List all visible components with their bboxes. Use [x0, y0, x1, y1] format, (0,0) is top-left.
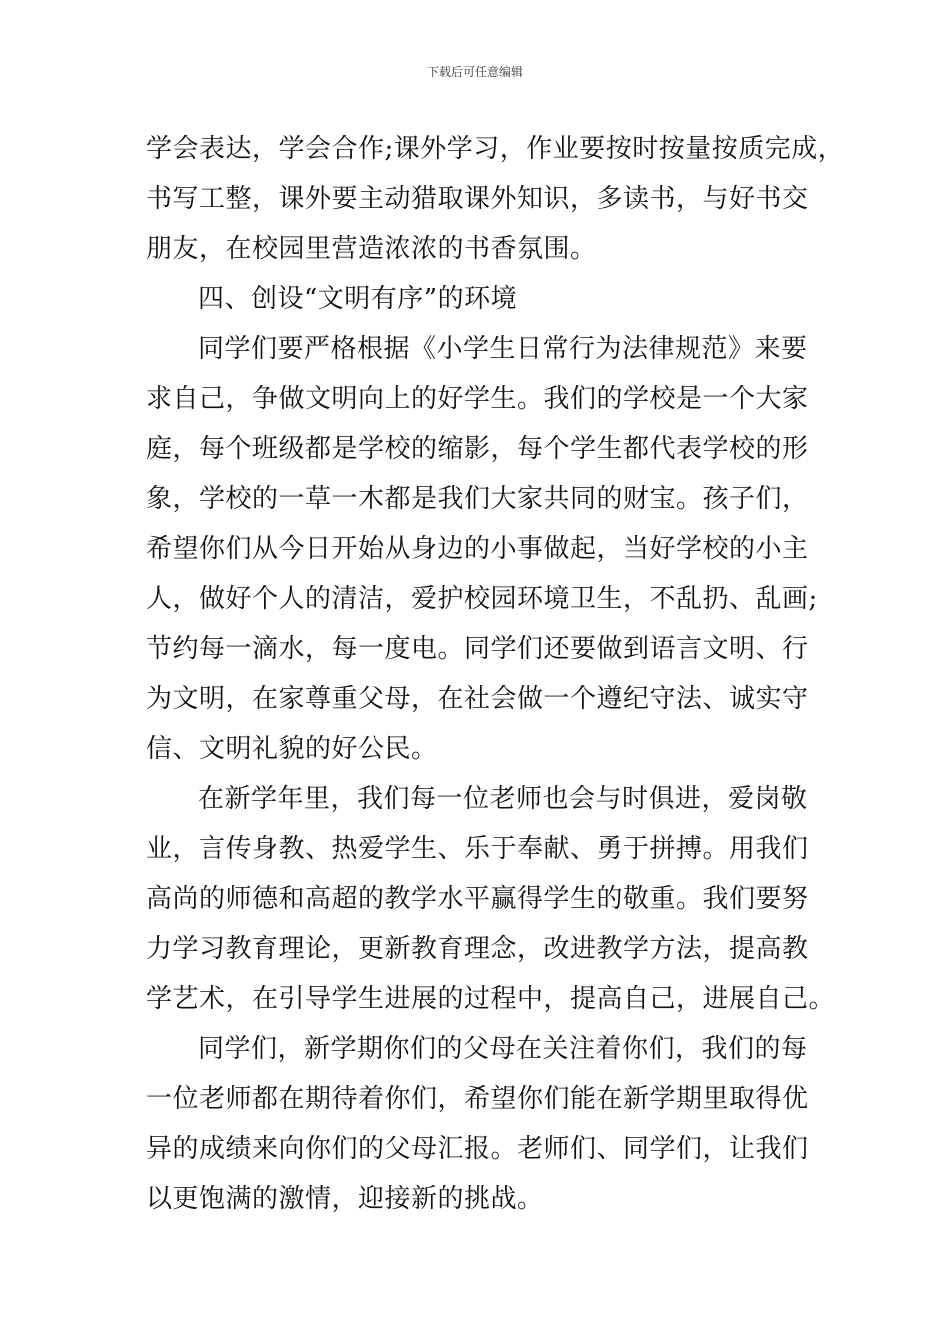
text-line: 人，做好个人的清洁，爱护校园环境卫生，不乱扔、乱画;: [146, 584, 818, 614]
text-line: 力学习教育理论，更新教育理念，改进教学方法，提高教: [146, 934, 809, 964]
text-line: 高尚的师德和高超的教学水平赢得学生的敬重。我们要努: [146, 884, 809, 914]
text-line: 同学们，新学期你们的父母在关注着你们，我们的每: [198, 1034, 808, 1064]
text-line: 同学们要严格根据《小学生日常行为法律规范》来要: [198, 334, 808, 364]
text-line: 信、文明礼貌的好公民。: [146, 734, 438, 764]
text-line: 求自己，争做文明向上的好学生。我们的学校是一个大家: [146, 384, 809, 414]
text-line: 一位老师都在期待着你们，希望你们能在新学期里取得优: [146, 1084, 809, 1114]
text-line: 四、创设“文明有序”的环境: [198, 284, 518, 314]
text-line: 书写工整，课外要主动猎取课外知识，多读书，与好书交: [146, 184, 809, 214]
text-line: 庭，每个班级都是学校的缩影，每个学生都代表学校的形: [146, 434, 809, 464]
text-line: 朋友，在校园里营造浓浓的书香氛围。: [146, 234, 597, 264]
text-line: 象，学校的一草一木都是我们大家共同的财宝。孩子们，: [146, 484, 809, 514]
text-line: 以更饱满的激情，迎接新的挑战。: [146, 1184, 544, 1214]
text-line: 业，言传身教、热爱学生、乐于奉献、勇于拼搏。用我们: [146, 834, 809, 864]
document-body: [146, 124, 845, 1224]
text-line: 节约每一滴水，每一度电。同学们还要做到语言文明、行: [146, 634, 809, 664]
text-line: 希望你们从今日开始从身边的小事做起，当好学校的小主: [146, 534, 809, 564]
page-header: 下载后可任意编辑: [426, 65, 523, 79]
text-line: 学会表达，学会合作;课外学习，作业要按时按量按质完成，: [146, 134, 845, 164]
text-line: 学艺术，在引导学生进展的过程中，提高自己，进展自己。: [146, 984, 836, 1014]
text-line: 在新学年里，我们每一位老师也会与时俱进，爱岗敬: [198, 784, 808, 814]
text-line: 为文明，在家尊重父母，在社会做一个遵纪守法、诚实守: [146, 684, 809, 714]
text-line: 异的成绩来向你们的父母汇报。老师们、同学们，让我们: [146, 1134, 809, 1164]
